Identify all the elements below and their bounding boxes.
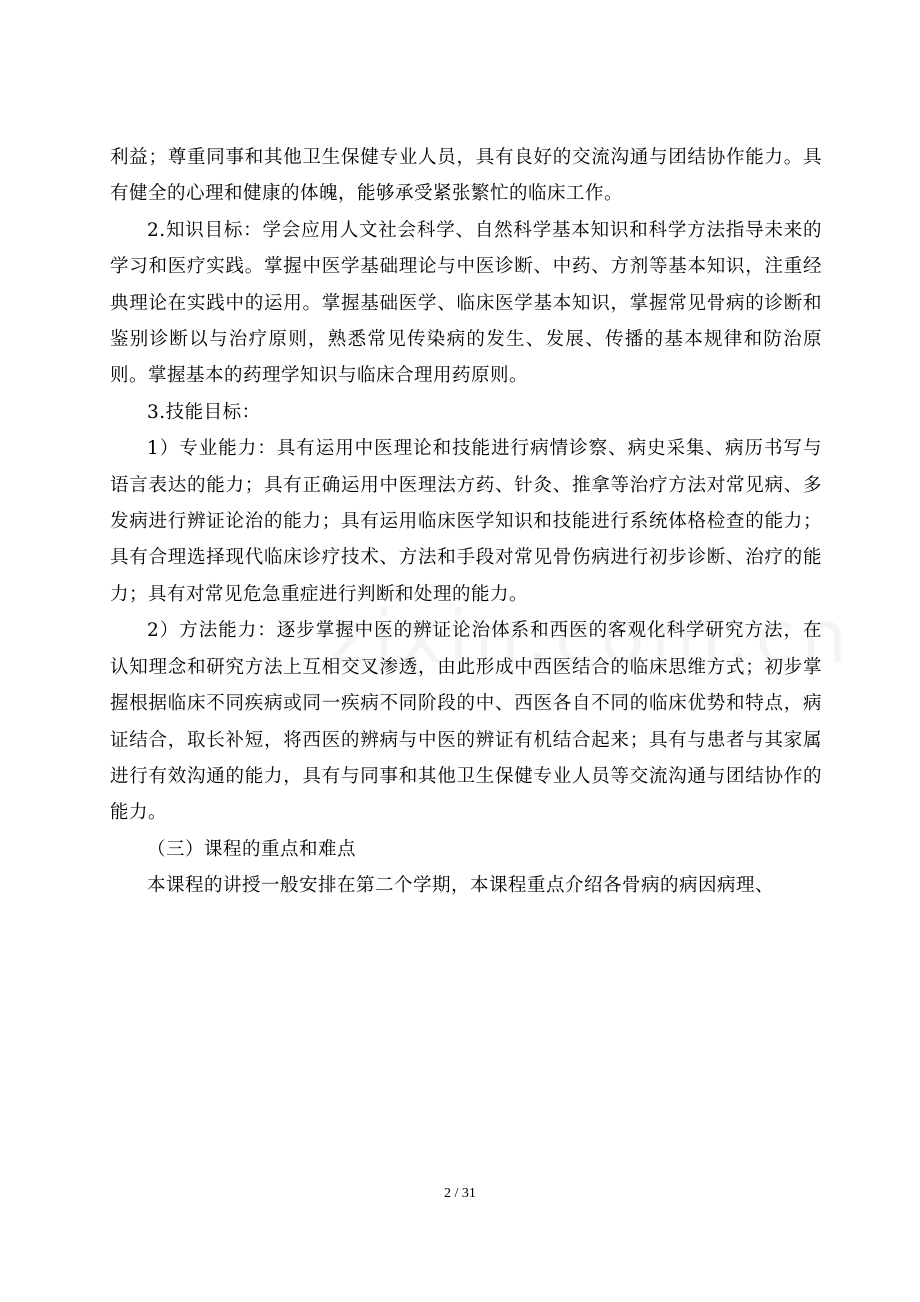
paragraph-course-intro: 本课程的讲授一般安排在第二个学期，本课程重点介绍各骨病的病因病理、 [147,875,775,897]
paragraph-professional-ability: 1）专业能力：具有运用中医理论和技能进行病情诊察、病史采集、病历书写与语言表达的能力；具有正确运用中医理法方药、针灸、推拿等治疗方法对常见病、多发病进行辨证论治的能力；具有运用临床医学知识和技能进行系统体格检查的能力；具有合理选择现代临床诊疗技术、方法和手段对常见骨伤病进行初步诊断、治疗的能力；具有对常见危急重症进行判断和处理的能力。 [110,438,822,605]
paragraph-knowledge-goal: 2.知识目标：学会应用人文社会科学、自然科学基本知识和科学方法指导未来的学习和医疗实践。掌握中医学基础理论与中医诊断、中药、方剂等基本知识，注重经典理论在实践中的运用。掌握基础医学、临床医学基本知识，掌握常见骨病的诊断和鉴别诊断以与治疗原则，熟悉常见传染病的发生、发展、传播的基本规律和防治原则。掌握基本的药理学知识与临床合理用药原则。 [110,219,822,387]
paragraph-1: 利益；尊重同事和其他卫生保健专业人员，具有良好的交流沟通与团结协作能力。具有健全的心理和健康的体魄，能够承受紧张繁忙的临床工作。 [110,147,822,205]
page-number: 2 / 31 [444,1186,476,1201]
paragraph-skill-goal-heading: 3.技能目标： [147,401,261,423]
document-body [110,140,822,905]
section-heading-key-points: （三）课程的重点和难点 [147,838,357,860]
paragraph-method-ability: 2）方法能力：逐步掌握中医的辨证论治体系和西医的客观化科学研究方法，在认知理念和研究方法上互相交叉渗透，由此形成中西医结合的临床思维方式；初步掌握根据临床不同疾病或同一疾病不同阶段的中、西医各自不同的临床优势和特点，病证结合，取长补短，将西医的辨病与中医的辨证有机结合起来；具有与患者与其家属进行有效沟通的能力，具有与同事和其他卫生保健专业人员等交流沟通与团结协作的能力。 [110,620,822,824]
